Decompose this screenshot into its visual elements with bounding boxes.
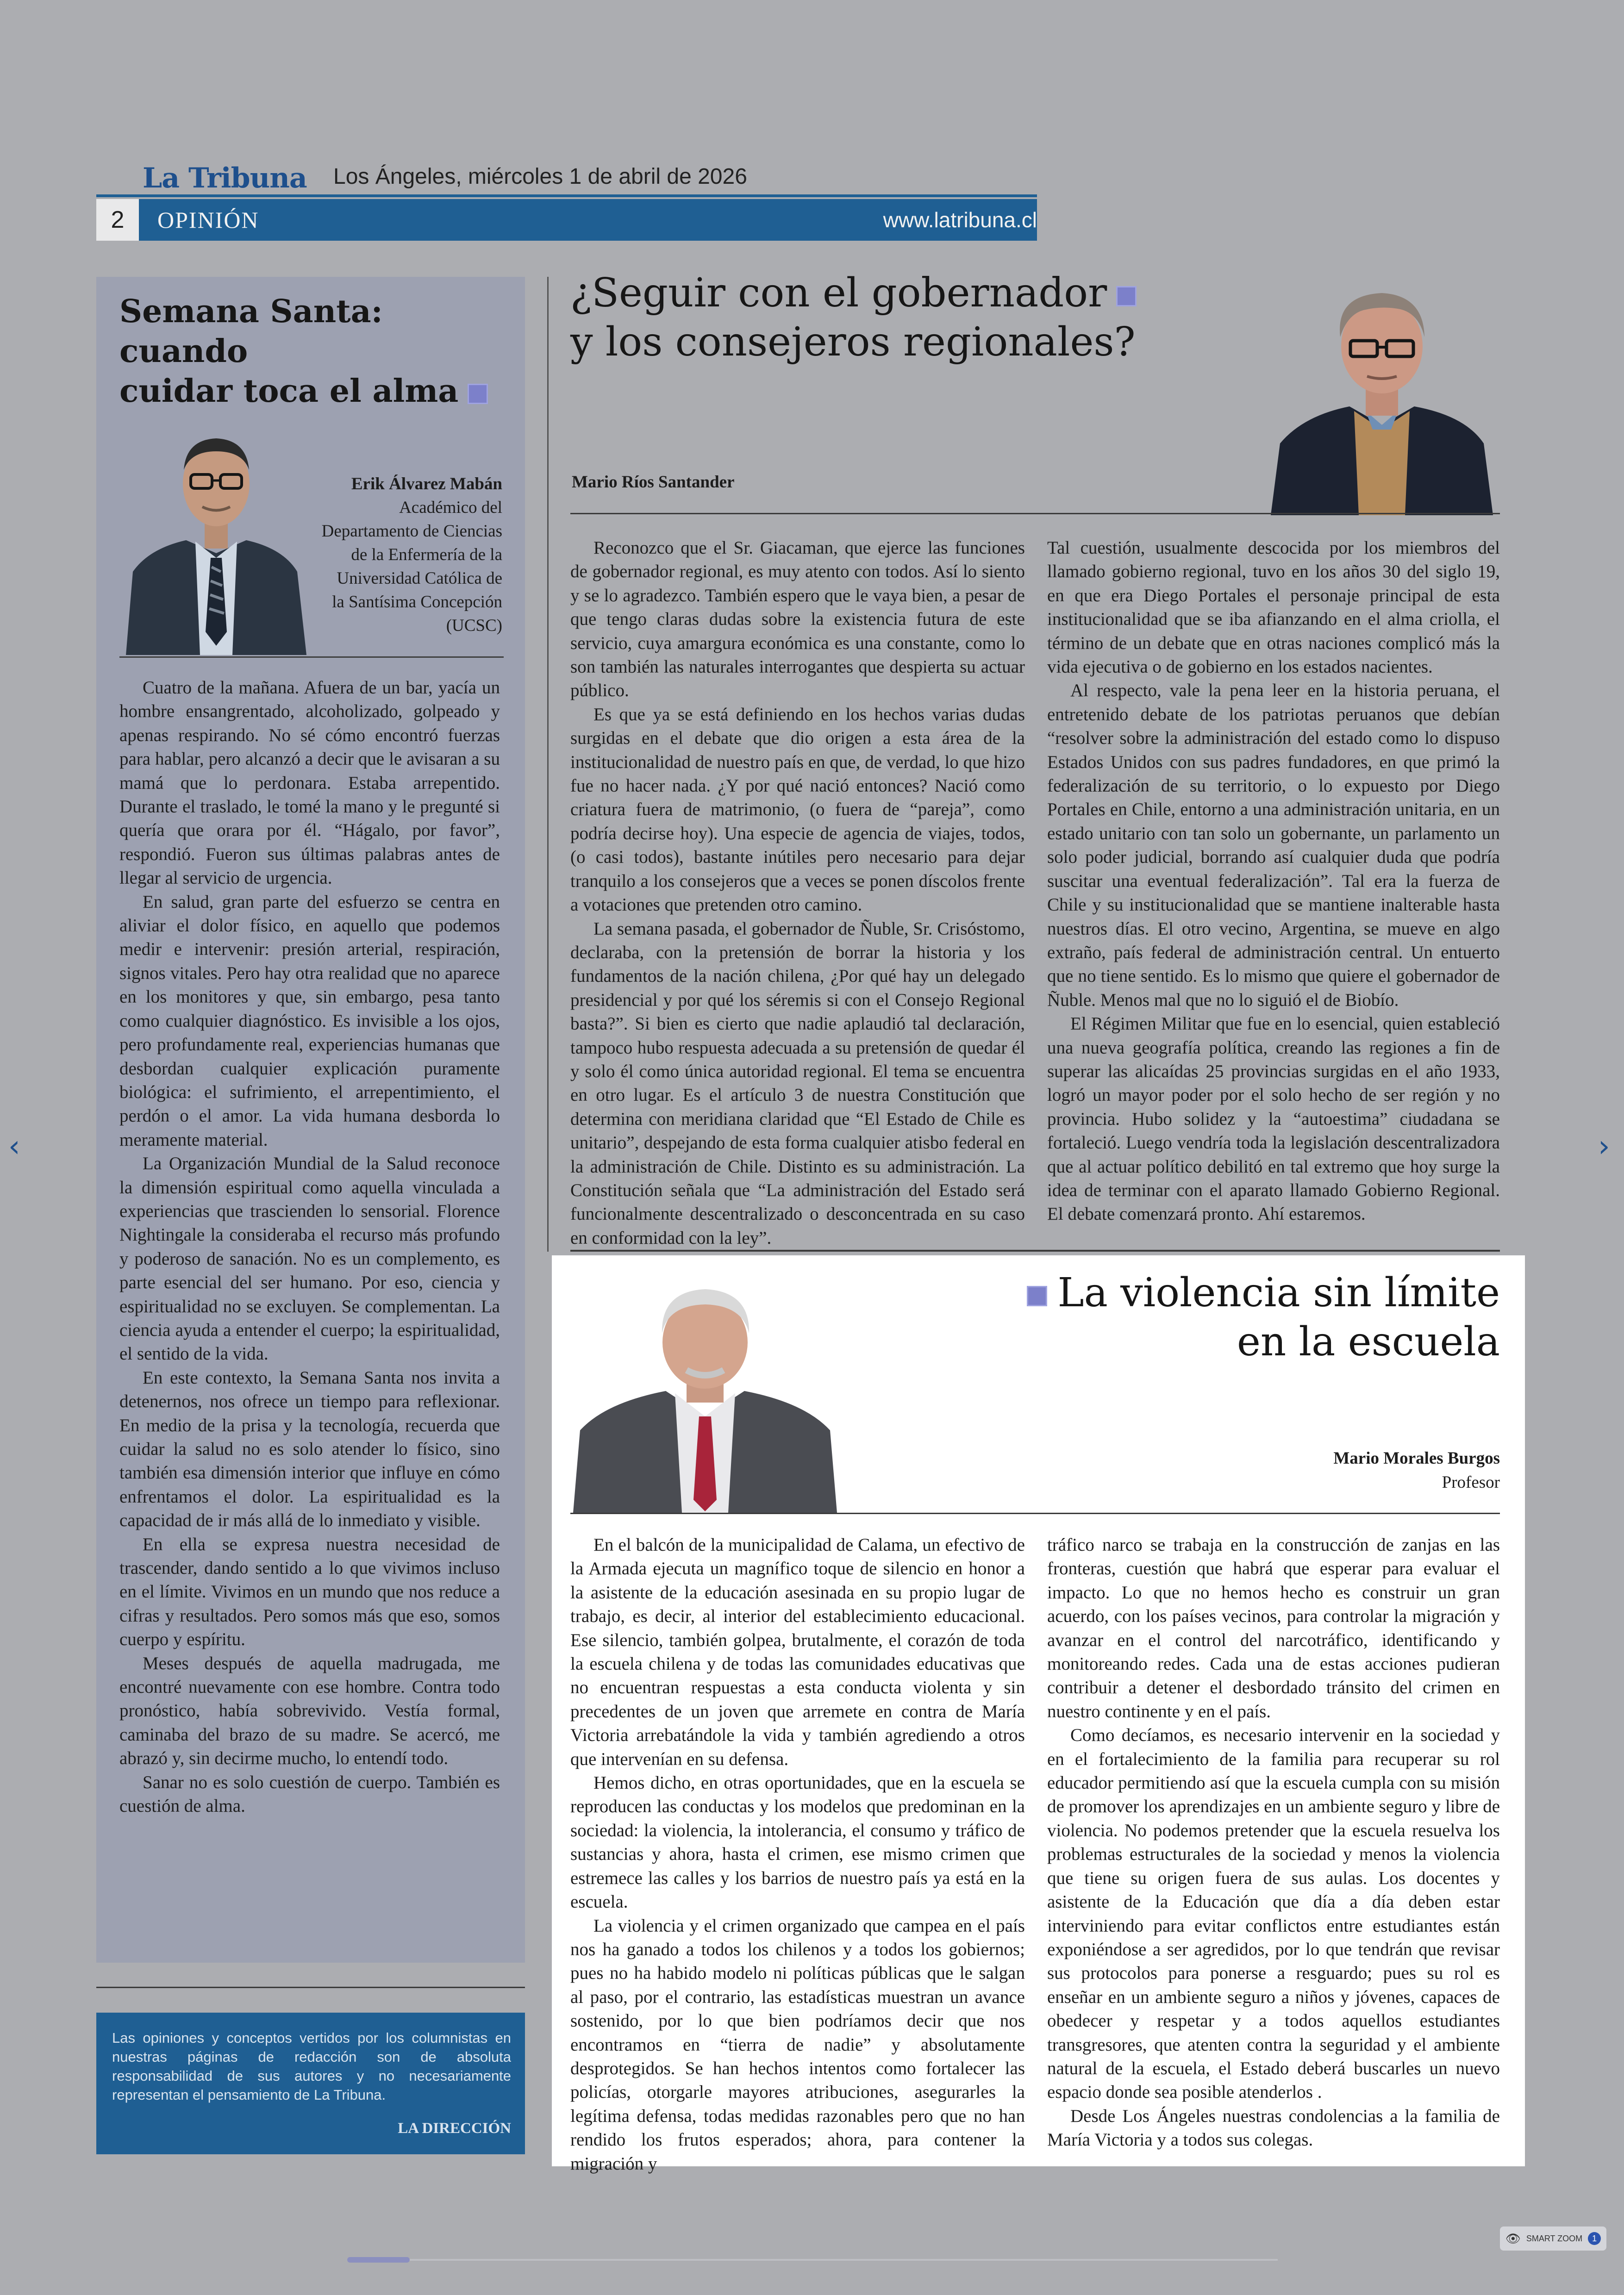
left-title-line: Semana Santa: cuando xyxy=(119,293,383,370)
next-page-chevron-icon[interactable]: › xyxy=(1598,1129,1610,1164)
paragraph: Como decíamos, es necesario intervenir en la sociedad y en el fortalecimiento de la familia para recuperar su rol educador permitiendo así que la escuela cumpla con su misión de promover los aprendizajes en un ambiente seguro y libre de violencia. No podemos pretender que la escuela resuelva los problemas estructurales de la sociedad y menos la violencia que tiene su origen fuera de sus aulas. Los docentes y asistente de la Educación que día a día deben estar interviniendo para evitar conflictos entre estudiantes están exponiéndose a ser agredidos, por lo que tendrán que revisar sus protocolos para ponerse a resguardo; pues su rol es enseñar en un ambiente seguro a niños y jóvenes, capaces de obedecer y respetar y a todos aquellos estudiantes transgresores, que atenten contra la seguridad y el ambiente natural de la escuela, el Estado deberá buscarles un nuevo espacio donde sea posible atenderlos . xyxy=(1047,1725,1500,2102)
paragraph: El Régimen Militar que fue en lo esencial, quien estableció una nueva geografía política, creando las regiones a fin de superar las alicaídas 25 provincias surgidas en el año 1933, logró un mayor poder por el solo hecho de ser región y no provincia. Hubo solidez y la “autoestima” ciudadana se fortaleció. Luego vendría toda la legislación descentralizadora que al actuar político debilitó en tal extremo que hoy surge la idea de terminar con el aparato llamado Gobierno Regional. El debate comenzará pronto. Ahí estaremos. xyxy=(1047,1014,1500,1224)
zoom-badge: 1 xyxy=(1588,2232,1601,2245)
bottom-article-column-2 xyxy=(1047,1533,1500,2152)
article-tag-icon[interactable] xyxy=(468,384,488,404)
disclaimer-signature: LA DIRECCIÓN xyxy=(398,2120,511,2137)
article-tag-icon[interactable] xyxy=(1027,1286,1047,1306)
newspaper-logo: La Tribuna xyxy=(143,162,307,194)
author-photo-morales xyxy=(573,1278,837,1513)
bottom-author-name: Mario Morales Burgos xyxy=(1333,1449,1500,1468)
left-author-role: (UCSC) xyxy=(446,616,502,635)
smart-zoom-label: SMART ZOOM xyxy=(1526,2233,1583,2243)
paragraph: Cuatro de la mañana. Afuera de un bar, yacía un hombre ensangrentado, alcoholizado, golpeado y apenas respirando. No sé cómo encontró fuerzas para hablar, pero alcanzó a decir que le avisaran a su mamá que lo perdonara. Estaba arrepentido. Durante el traslado, le tomé la mano y le pregunté si quería que orara por él. “Hágalo, por favor”, respondió. Fueron sus últimas palabras antes de llegar al servicio de urgencia. xyxy=(119,678,500,888)
left-author-role: Departamento de Ciencias xyxy=(321,522,502,541)
left-author-role: la Santísima Concepción xyxy=(332,592,502,611)
top-title-line: y los consejeros regionales? xyxy=(570,319,1136,365)
left-author-block xyxy=(259,472,502,637)
top-article-title[interactable] xyxy=(570,268,1172,367)
top-article-column-1 xyxy=(570,536,1025,1250)
left-author-role: Universidad Católica de xyxy=(337,569,502,588)
left-author-role: Académico del xyxy=(399,498,502,517)
paragraph: Desde Los Ángeles nuestras condolencias a la familia de María Victoria y a todos sus colegas. xyxy=(1047,2106,1500,2150)
paragraph: La semana pasada, el gobernador de Ñuble, Sr. Crisóstomo, declaraba, con la pretensión de borrar la historia y los fundamentos de la nación chilena, ¿Por qué hay un delegado presidencial y por qué los séremis si con el Consejo Regional basta?”. Si bien es cierto que nadie aplaudió tal declaración, tampoco hubo respuesta adecuada a su pretensión de quedar él y solo él como única autoridad regional. El tema se encuentra en otro lugar. Es el artículo 3 de nuestra Constitución que determina con meridiana claridad que “El Estado de Chile es unitario”, despejando de esta forma cualquier atisbo federal en la administración de Chile. Distinto es su administración. La Constitución señala que “La administración del Estado será funcionalmente descentralizado o desconcentrada en su caso en conformidad con la ley”. xyxy=(570,918,1025,1248)
top-article-end-divider xyxy=(570,1250,1500,1252)
left-author-divider xyxy=(119,656,504,658)
disclaimer-divider xyxy=(96,1987,525,1988)
bottom-article-column-1 xyxy=(570,1533,1025,2176)
left-author-role: de la Enfermería de la xyxy=(351,545,502,564)
paragraph: Es que ya se está definiendo en los hechos varias dudas surgidas en el debate que dio origen a esta área de la institucionalidad de nuestro país en que, de verdad, lo que hizo fue no hacer nada. ¿Y por qué nació entonces? Nació como criatura fuera de matrimonio, (o fuera de “pareja”, como podría decirse hoy). Una especie de agencia de viajes, todos, (o casi todos), bastante inútiles pero necesario para dejar tranquilo a los consejeros que a veces se ponen díscolos frente a votaciones que pretenden otro camino. xyxy=(570,704,1025,915)
paragraph: En el balcón de la municipalidad de Calama, un efectivo de la Armada ejecuta un magnífico toque de silencio en honor a la asistente de la educación asesinada en su propio lugar de trabajo, es decir, al interior del establecimiento educacional. Ese silencio, también golpea, brutalmente, el corazón de toda la escuela chilena y de todas las comunidades educativas que no encuentran respuestas a esta conducta violenta y sin precedentes de un joven que arremete en contra de María Victoria arrebatándole la vida y también agrediendo a otros que intervenían en su defensa. xyxy=(570,1535,1025,1769)
paragraph: La violencia y el crimen organizado que campea en el país nos ha ganado a todos los chilenos y a todos los gobiernos; pues no ha habido modelo ni políticas públicas que le salgan al paso, por el contrario, las estadísticas muestran un avance sostenido, por lo que bien podríamos decir que nos encontramos en “tierra de nadie” y absolutamente desprotegidos. Se han hechos intentos como fortalecer las policías, otorgarle mayores atribuciones, asegurarles la legítima defensa, todas medidas razonables pero que no han rendido los frutos esperados; ahora, para contener la migración y xyxy=(570,1915,1025,2174)
top-article-divider xyxy=(570,513,1500,514)
bottom-title-line: en la escuela xyxy=(1237,1319,1500,1365)
section-label: OPINIÓN xyxy=(157,207,259,233)
prev-page-chevron-icon[interactable]: ‹ xyxy=(8,1129,20,1164)
author-photo-rios xyxy=(1262,277,1500,515)
paragraph: Al respecto, vale la pena leer en la historia peruana, el entretenido debate de los patriotas peruanos que debían “resolver sobre la administración del estado como lo dispuso Estados Unidos con sus padres fundadores, en que primó la federalización de su territorio, o lo expuesto por Diego Portales en Chile, entorno a una administración unitaria, en un estado unitario con tan solo un gobernante, un parlamento un solo poder judicial, borrando así cualquier duda que podría suscitar una eventual federalización”. Tal era la fuerza de Chile y su institucionalidad que se mantiene inalterable hasta nuestros días. El otro vecino, Argentina, se mueve en algo extraño, país federal de administración central. Un entuerto que no tiene sentido. Es lo mismo que quiere el gobernador de Ñuble. Menos mal que no lo siguió el de Biobío. xyxy=(1047,680,1500,1010)
paragraph: En ella se expresa nuestra necesidad de trascender, dando sentido a lo que vivimos incluso en el límite. Vivimos en un mundo que nos reduce a cifras y resultados. Pero somos más que eso, somos cuerpo y espíritu. xyxy=(119,1534,500,1650)
bottom-title-line: La violencia sin límite xyxy=(1057,1270,1500,1316)
article-tag-icon[interactable] xyxy=(1116,286,1137,306)
paragraph: tráfico narco se trabaja en la construcción de zanjas en las fronteras, cuestión que habrá que esperar para evaluar el impacto. Lo que no hemos hecho es construir un gran acuerdo, con los países vecinos, para controlar la migración y avanzar en el control del narcotráfico, identificando y monitoreando redes. Cada una de estas acciones pudieran contribuir a detener el desbordado tránsito del crimen en nuestro continente y en el país. xyxy=(1047,1535,1500,1721)
edition-date: Los Ángeles, miércoles 1 de abril de 2026 xyxy=(333,164,747,189)
paragraph: La Organización Mundial de la Salud reconoce la dimensión espiritual como aquella vinculada a experiencias que trascienden lo sensorial. Florence Nightingale la consideraba el recurso más profundo y poderoso de sanación. No es un complemento, es parte esencial del ser humano. Por eso, ciencia y espiritualidad no se excluyen. Se complementan. La ciencia ayuda a entender el cuerpo; la espiritualidad, el sentido de la vida. xyxy=(119,1154,500,1364)
top-title-line: ¿Seguir con el gobernador xyxy=(570,270,1107,316)
column-divider xyxy=(547,277,549,1252)
bottom-article-title[interactable] xyxy=(880,1268,1500,1366)
paragraph: En salud, gran parte del esfuerzo se centra en aliviar el dolor físico, en aquello que podemos medir e intervenir: presión arterial, respiración, signos vitales. Pero hay otra realidad que no aparece en los monitores y que, sin embargo, pesa tanto como cualquier diagnóstico. Es invisible a los ojos, pero profundamente real, experiencias humanas que desbordan cualquier explicación puramente biológica: el sufrimiento, el arrepentimiento, el perdón o el amor. La vida humana desborda lo meramente material. xyxy=(119,892,500,1150)
page-number: 2 xyxy=(96,199,139,241)
page-progress-track[interactable] xyxy=(347,2259,1278,2261)
smart-zoom-button[interactable] xyxy=(1500,2226,1606,2251)
paragraph: Meses después de aquella madrugada, me encontré nuevamente con ese hombre. Contra todo pronóstico, había sobrevivido. Vestía formal, caminaba del brazo de su madre. Se acercó, me abrazó y, sin decirme mucho, lo entendí todo. xyxy=(119,1653,500,1769)
paragraph: Sanar no es solo cuestión de cuerpo. También es cuestión de alma. xyxy=(119,1772,500,1816)
top-author-name: Mario Ríos Santander xyxy=(572,473,735,492)
page-progress-thumb[interactable] xyxy=(347,2257,410,2263)
left-article-title[interactable] xyxy=(119,292,508,411)
disclaimer-text: Las opiniones y conceptos vertidos por los columnistas en nuestras páginas de redacción son de absoluta responsabilidad de sus autores y no necesariamente representan el pensamiento de La Tribuna. xyxy=(112,2030,511,2103)
website-link[interactable]: www.latribuna.cl xyxy=(883,208,1037,232)
top-article-column-2 xyxy=(1047,536,1500,1226)
header-divider xyxy=(96,194,1037,197)
paragraph: Reconozco que el Sr. Giacaman, que ejerce las funciones de gobernador regional, es muy atento con todos. Así lo siento y se lo agradezco. También espero que le vaya bien, a pesar de que tengo claras dudas sobre la existencia futura de este servicio, cuya amargura económica es una constante, como lo son también las naturales interrogantes que despierta su actuar público. xyxy=(570,538,1025,701)
eye-icon: 👁 xyxy=(1505,2231,1521,2245)
left-article-body xyxy=(119,676,500,1818)
bottom-author-block xyxy=(1157,1447,1500,1495)
bottom-article-divider xyxy=(570,1513,1500,1514)
paragraph: En este contexto, la Semana Santa nos invita a detenernos, nos ofrece un tiempo para reflexionar. En medio de la prisa y la tecnología, recuerda que cuidar la salud no es solo atender lo físico, sino también esa dimensión interior que influye en cómo enfrentamos el dolor. La espiritualidad es la capacidad de ir más allá de lo inmediato y visible. xyxy=(119,1367,500,1531)
paragraph: Hemos dicho, en otras oportunidades, que en la escuela se reproducen las conductas y los modelos que predominan en la sociedad: la violencia, la intolerancia, el consumo y tráfico de sustancias y ahora, hasta el crimen, ese mismo crimen que estremece las calles y los barrios de nuestro país ya está en la escuela. xyxy=(570,1773,1025,1912)
bottom-author-role: Profesor xyxy=(1442,1473,1500,1492)
left-author-name: Erik Álvarez Mabán xyxy=(351,474,502,493)
paragraph: Tal cuestión, usualmente descocida por los miembros del llamado gobierno regional, tuvo en los años 30 del siglo 19, en que era Diego Portales el personaje principal de esta institucionalidad que se iba afianzando en el alma criolla, el término de un debate que en otras naciones complicó más la vida ejecutiva o de gobierno en los estados nacientes. xyxy=(1047,538,1500,677)
left-title-line: cuidar toca el alma xyxy=(119,373,459,410)
